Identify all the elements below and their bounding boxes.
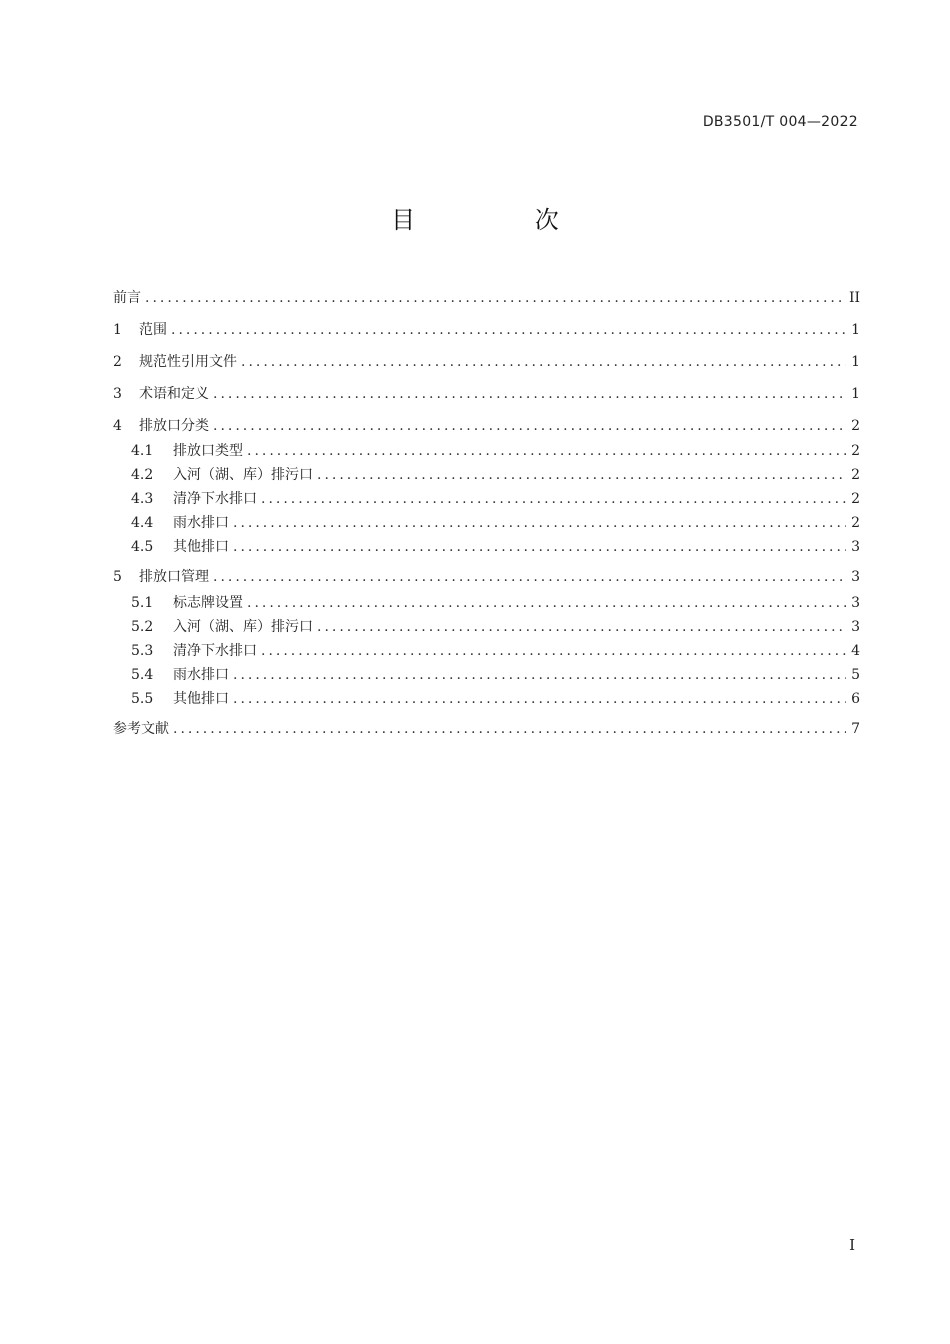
toc-leader-dots xyxy=(171,322,846,338)
toc-leader-dots xyxy=(247,595,846,611)
toc-entry-number: 5.1 xyxy=(131,595,154,611)
toc-entry-page: 1 xyxy=(851,354,860,370)
toc-subentry[interactable] xyxy=(113,688,860,712)
toc-entry-number: 3 xyxy=(113,386,122,402)
toc-subentry[interactable] xyxy=(113,536,860,560)
toc-entry-page: 2 xyxy=(851,491,860,507)
toc-entry-label: 术语和定义 xyxy=(139,386,209,402)
toc-entry[interactable] xyxy=(113,415,860,439)
toc-subentry[interactable] xyxy=(113,464,860,488)
toc-leader-dots xyxy=(213,569,846,585)
toc-entry-page: 3 xyxy=(851,619,860,635)
toc-entry-page: 2 xyxy=(851,443,860,459)
toc-entry-number: 4.1 xyxy=(131,443,154,459)
toc-entry-page: II xyxy=(848,290,860,306)
toc-leader-dots xyxy=(233,691,846,707)
toc-entry-label: 雨水排口 xyxy=(173,667,229,683)
toc-leader-dots xyxy=(261,491,846,507)
toc-entry-number: 4.4 xyxy=(131,515,154,531)
toc-entry[interactable] xyxy=(113,718,860,742)
toc-leader-dots xyxy=(213,386,846,402)
toc-entry-number: 4.3 xyxy=(131,491,154,507)
toc-entry-label: 入河（湖、库）排污口 xyxy=(173,467,313,483)
toc-subentry[interactable] xyxy=(113,440,860,464)
toc-entry-page: 1 xyxy=(851,386,860,402)
toc-entry-label: 范围 xyxy=(139,322,167,338)
toc-entry-label: 其他排口 xyxy=(173,691,229,707)
toc-subentry[interactable] xyxy=(113,592,860,616)
toc-entry-label: 其他排口 xyxy=(173,539,229,555)
toc-entry-page: 2 xyxy=(851,515,860,531)
toc-entry-number: 5 xyxy=(113,569,122,585)
toc-entry-page: 4 xyxy=(851,643,860,659)
toc-entry-label: 清净下水排口 xyxy=(173,643,257,659)
toc-leader-dots xyxy=(241,354,846,370)
toc-entry[interactable] xyxy=(113,383,860,407)
toc-leader-dots xyxy=(247,443,846,459)
toc-entry-label: 雨水排口 xyxy=(173,515,229,531)
toc-entry-page: 6 xyxy=(851,691,860,707)
toc-subentry[interactable] xyxy=(113,616,860,640)
toc-entry[interactable] xyxy=(113,351,860,375)
toc-entry[interactable] xyxy=(113,566,860,590)
toc-entry-page: 5 xyxy=(851,667,860,683)
toc-entry-label: 入河（湖、库）排污口 xyxy=(173,619,313,635)
toc-entry-label: 规范性引用文件 xyxy=(139,354,237,370)
toc-entry-page: 7 xyxy=(851,721,860,737)
toc-subentry[interactable] xyxy=(113,640,860,664)
toc-entry-page: 3 xyxy=(851,595,860,611)
toc-leader-dots xyxy=(145,290,845,306)
toc-leader-dots xyxy=(213,418,846,434)
toc-subentry[interactable] xyxy=(113,488,860,512)
toc-leader-dots xyxy=(261,643,846,659)
toc-entry-number: 1 xyxy=(113,322,122,338)
toc-leader-dots xyxy=(317,619,846,635)
footer-page-number: I xyxy=(849,1236,855,1254)
toc-leader-dots xyxy=(317,467,846,483)
toc-entry-number: 5.5 xyxy=(131,691,154,707)
toc-entry-number: 4 xyxy=(113,418,122,434)
toc-entry-label: 排放口分类 xyxy=(139,418,209,434)
toc-entry-number: 5.3 xyxy=(131,643,154,659)
toc-entry-number: 4.5 xyxy=(131,539,154,555)
toc-entry-label: 清净下水排口 xyxy=(173,491,257,507)
toc-leader-dots xyxy=(173,721,846,737)
toc-entry-page: 3 xyxy=(851,539,860,555)
toc-entry-page: 2 xyxy=(851,467,860,483)
toc-leader-dots xyxy=(233,515,846,531)
page-title: 目 次 xyxy=(391,206,615,234)
toc-leader-dots xyxy=(233,667,846,683)
toc-entry-page: 3 xyxy=(851,569,860,585)
toc-entry-label: 标志牌设置 xyxy=(173,595,243,611)
toc-entry-page: 2 xyxy=(851,418,860,434)
toc-entry-label: 前言 xyxy=(113,290,141,306)
toc-entry-number: 2 xyxy=(113,354,122,370)
toc-leader-dots xyxy=(233,539,846,555)
toc-entry[interactable] xyxy=(113,319,860,343)
toc-entry-label: 排放口管理 xyxy=(139,569,209,585)
toc-entry-number: 5.4 xyxy=(131,667,154,683)
toc-subentry[interactable] xyxy=(113,664,860,688)
toc-entry-number: 5.2 xyxy=(131,619,154,635)
toc-entry-label: 参考文献 xyxy=(113,721,169,737)
document-code: DB3501/T 004—2022 xyxy=(702,114,858,130)
toc-entry-number: 4.2 xyxy=(131,467,154,483)
toc-subentry[interactable] xyxy=(113,512,860,536)
toc-entry[interactable] xyxy=(113,287,860,311)
toc-entry-label: 排放口类型 xyxy=(173,443,243,459)
toc-entry-page: 1 xyxy=(851,322,860,338)
